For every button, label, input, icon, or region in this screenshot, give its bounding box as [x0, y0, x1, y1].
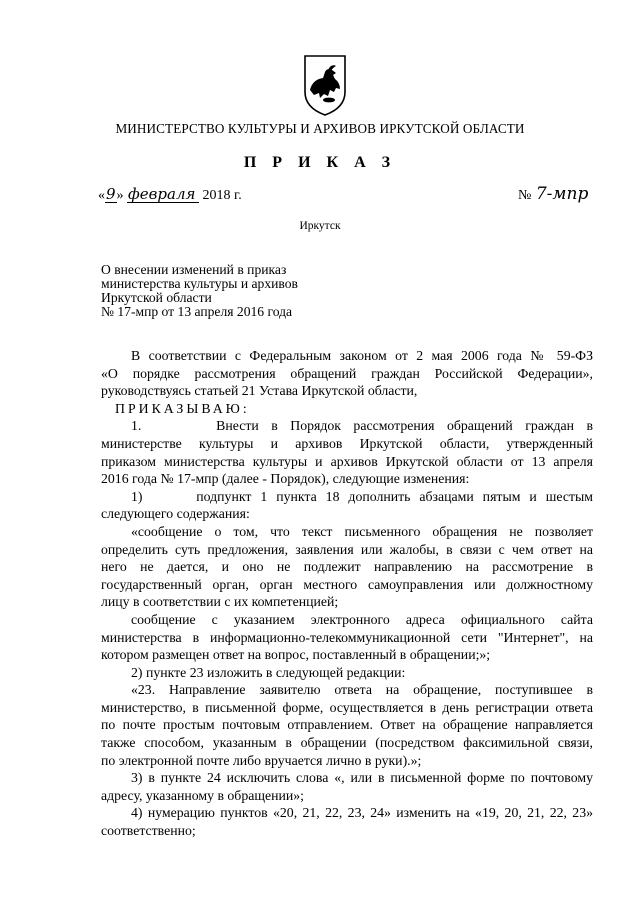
body-line: руководствуясь статьей 21 Устава Иркутской области, — [101, 383, 418, 399]
body-line: по электронной почте либо вручается лично в руки).»; — [101, 752, 422, 768]
date-year: 2018 г. — [202, 188, 242, 203]
body-line: следующего содержания: — [101, 506, 250, 522]
body-line: котором размещен ответ на вопрос, поставленный в обращении;»; — [101, 647, 491, 663]
subject-line: министерства культуры и архивов — [101, 276, 298, 291]
body-line: него не дается, и оно не подлежит направлению на рассмотрение в — [101, 559, 593, 575]
body-line: министерство, в письменной форме, осуществляется в день регистрации ответа — [101, 699, 593, 715]
number-value: 7-мпр — [535, 184, 589, 204]
body-line: «23. Направление заявителю ответа на обращение, поступившее в — [131, 682, 593, 698]
body-line: адресу, указанному в обращении»; — [101, 787, 304, 803]
body-line: по почте простым почтовым отправлением. Ответ на обращение направляется — [101, 717, 593, 733]
body-line: соответственно; — [101, 823, 196, 839]
body-line: «сообщение о том, что текст письменного обращения не позволяет — [131, 523, 593, 539]
body-line: «О порядке рассмотрения обращений граждан Российской Федерации», — [101, 365, 593, 381]
order-word: ПРИКАЗЫВАЮ: — [115, 400, 250, 416]
body-line: В соответствии с Федеральным законом от 2 мая 2006 года № 59-ФЗ — [131, 348, 593, 363]
document-date — [98, 186, 242, 204]
body-line: лицу в соответствии с их компетенцией; — [101, 594, 339, 610]
body-line: министерства в информационно-телекоммуникационной сети "Интернет", на — [101, 629, 593, 645]
subject-line: № 17-мпр от 13 апреля 2016 года — [101, 304, 293, 319]
body-line: министерстве культуры и архивов Иркутской области, утвержденный — [101, 435, 593, 451]
body-line: приказом министерства культуры и архивов Иркутской области от 13 апреля — [101, 453, 593, 469]
subject-line: О внесении изменений в приказ — [101, 262, 287, 277]
ministry-name: МИНИСТЕРСТВО КУЛЬТУРЫ И АРХИВОВ ИРКУТСКОЙ ОБЛАСТИ — [115, 121, 525, 136]
date-close-quote: » — [116, 188, 124, 203]
body-line: сообщение с указанием электронного адреса официального сайта — [131, 611, 593, 627]
irkutsk-coat-of-arms-icon — [302, 54, 348, 116]
document-number — [518, 186, 589, 204]
date-month: февраля — [127, 186, 199, 203]
document-body — [101, 347, 593, 840]
document-title: П Р И К А З — [243, 154, 397, 171]
subject-line: Иркутской области — [101, 290, 212, 305]
date-day: 9 — [106, 185, 116, 203]
body-line: 3) в пункте 24 исключить слова «, или в письменной форме по почтовому — [131, 770, 593, 786]
document-city: Иркутск — [299, 220, 341, 232]
body-line: 2016 года № 17-мпр (далее - Порядок), следующие изменения: — [101, 471, 470, 487]
body-line: определить суть предложения, заявления или жалобы, в связи с чем ответ на — [101, 541, 593, 557]
body-line: государственный орган, орган местного самоуправления или должностному — [101, 576, 593, 592]
number-prefix: № — [518, 188, 532, 203]
body-line: 1) подпункт 1 пункта 18 дополнить абзацами пятым и шестым — [131, 488, 593, 504]
document-subject — [101, 263, 298, 319]
body-line: также способом, указанным в обращении (посредством факсимильной связи, — [101, 735, 593, 751]
body-line: 4) нумерацию пунктов «20, 21, 22, 23, 24» изменить на «19, 20, 21, 22, 23» — [131, 805, 593, 821]
body-line: 1. Внести в Порядок рассмотрения обращений граждан в — [131, 418, 593, 434]
date-open-quote: « — [98, 188, 105, 203]
body-line: 2) пункте 23 изложить в следующей редакции: — [131, 664, 406, 680]
